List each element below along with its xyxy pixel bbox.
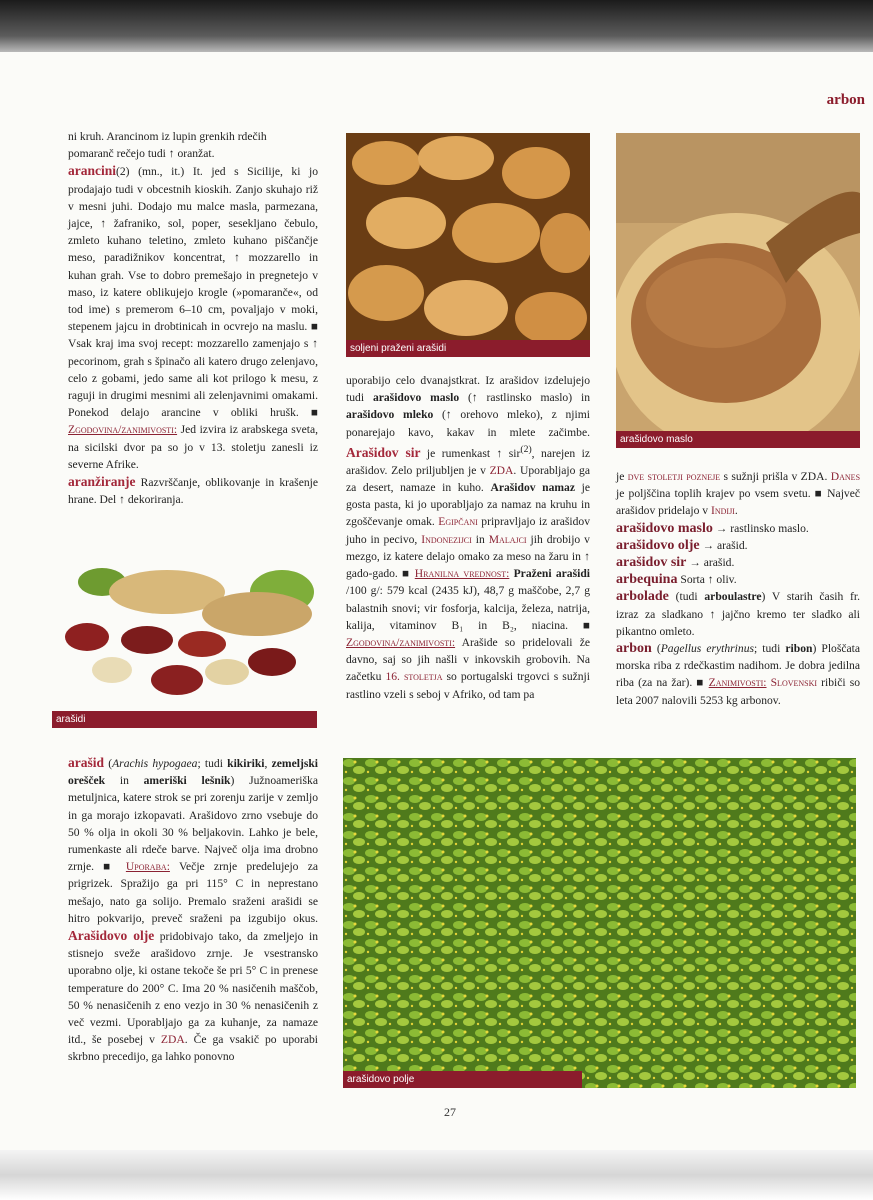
headword: arašid (68, 755, 105, 770)
scan-shadow-top (0, 0, 873, 60)
peanut-butter-photo (616, 133, 860, 448)
headword: arašidovo olje (616, 537, 700, 553)
peanuts-illustration (52, 552, 317, 728)
guide-word: arbon (826, 92, 865, 108)
roasted-peanuts-photo (346, 133, 590, 357)
cross-ref: Zgodovina/zanimivosti: (346, 635, 456, 649)
headword: arbolade (616, 589, 669, 605)
cross-ref: Zgodovina/zanimivosti: (68, 423, 178, 437)
headword: Arašidov sir (346, 444, 421, 460)
headword: arašidovo maslo (616, 520, 713, 536)
entry-arasid-end: je dve stoletji pozneje s sužnji prišla v ZDA. Danes je poljščina toplih krajev po vsem svetu. ■ Največ arašidov pridelajo v Indiji. (616, 470, 861, 518)
entry-arbequina: arbequina Sorta ↑ oliv. (616, 572, 737, 588)
peanut-butter-illustration (616, 133, 860, 448)
entry-arasid: arašid (Arachis hypogaea; tudi kikiriki, zemeljski orešček in ameriški lešnik) Južnoameriška metuljnica, katere strok se pri zorenju zarije v zemljo in ga morajo izkopavati. Arašidovo zrno vsebuje do 50 % olja in okoli 30 % beljakovin. Lahko je bele, rumenkaste ali rdeče barve. Največ olja ima drobno zrnje. ■ Uporaba: Večje zrnje predelujejo za prigrizek. Spražijo ga pri 115° C in neprestano mešajo, nato ga solijo. Premalo sraženi arašidi se hitro pokvarijo, preveč sraženi pa izgubijo okus. Arašidovo olje pridobivajo tako, da zmeljejo in stisnejo sveže arašidovo zrnje. Je vsestransko uporabno olje, ki ostane tekoče še pri 5° C in prenese temperature do 200° C. Ima 20 % nasičenih maščob, 50 % nenasičenih z eno vezjo in 30 % nenasičenih z več vezmi. Uporabljajo ga za kuhanje, za namaze itd., še posebej v ZDA. Če ga vsakič po uporabi skrbno precedijo, ga lahko ponovno (68, 755, 319, 1064)
headword: arbequina (616, 572, 678, 588)
continuation-text: ni kruh. Arancinom iz lupin grenkih rdečih pomaranč rečejo tudi ↑ oranžat. (68, 130, 267, 161)
photo-caption: arašidovo maslo (616, 431, 860, 448)
entry-arasid-continued: uporabijo celo dvanajstkrat. Iz arašidov izdelujejo tudi arašidovo maslo (↑ rastlinsko maslo) in arašidovo mleko (↑ orehovo mleko), z njimi ponarejajo kavo, kakav in mlete začimbe. Arašidov sir je rumenkast ↑ sir$^{(2)}$, narejen iz arašidov. Zelo priljubljen je v ZDA. Uporabljajo ga za desert, namaze in kuho. Arašidov namaz je gosta pasta, ki jo uporabljajo za namaz na kruhu in zgoščevanje omak. Egipčani pripravljajo iz arašidov juho in pecivo, Indonezijci in Malajci jih drobijo v mezgo, iz katere delajo omako za meso na žaru in ↑ gado-gado. ■ Hranilna vrednost: Praženi arašidi /100 g/: 579 kcal (2435 kJ), 48,7 g maščobe, 2,7 g balastnih snovi; vir fosforja, kalcija, železa, natrija, kalija, vitaminov B₁ in B₂, niacina. ■ Zgodovina/zanimivosti: Arašide so pridelovali že davno, saj so jih našli v inkovskih grobovih. Na začetku 16. stoletja so portugalski trgovci s sužnji rastlino vzeli s seboj v Afriko, od tam pa (346, 374, 591, 701)
headword: aranžiranje (68, 474, 136, 490)
photo-caption: soljeni praženi arašidi (346, 340, 590, 357)
peanut-field-photo (343, 758, 856, 1088)
column-middle (346, 372, 590, 703)
photo-caption: arašidovo polje (343, 1071, 582, 1088)
entry-aranziranje: aranžiranje Razvrščanje, oblikovanje in krašenje hrane. Del ↑ dekoriranja. (68, 474, 319, 507)
column-left-top (68, 128, 318, 508)
peanuts-photo (52, 552, 317, 728)
cross-ref: Hranilna vrednost: (414, 567, 510, 581)
entry-arasidovo-olje: arašidovo olje → arašid. (616, 537, 748, 553)
headword: arbon (616, 641, 652, 657)
headword: Arašidovo olje (68, 928, 155, 944)
entry-arbolade: arbolade (tudi arboulastre) V starih časih fr. izraz za sladkano ↑ jajčno kremo ter sladko ali pikantno omleto. (616, 589, 861, 638)
column-right (616, 468, 860, 709)
headword: arancini (68, 163, 117, 179)
entry-arasidovo-maslo: arašidovo maslo → rastlinsko maslo. (616, 520, 809, 536)
roasted-peanuts-illustration (346, 133, 590, 357)
entry-arbon: arbon (Pagellus erythrinus; tudi ribon) Ploščata morska riba z rdečkastim nadihom. Je dobra jedilna riba (za na žar). ■ Zanimivosti: Slovenski ribiči so leta 2007 nalovili 5253 kg arbonov. (616, 641, 861, 707)
entry-arancini: arancini(2) (mn., it.) It. jed s Sicilije, ki jo prodajajo tudi v obcestnih kioskih. Zanjo skuhajo riž v mesni juhi. Dodajo mu malce masla, parmezana, jajce, ↑ žafraniko, sol, poper, sesekljano čebulo, zmleto kuhano teletino, zmleto kuhano piščančje meso, paradižnikov koncentrat, ↑ mozzarello in kuhan grah. Vse to dobro premešajo in pregnetejo v maso, iz katere oblikujejo krogle (»pomaranče«, od tod ime) s premerom 6–10 cm, povaljajo v moki, stepenem jajcu in drobtinicah in ocvrejo na maslu. ■ Vsak kraj ima svoj recept: mozzarello zamenjajo s ↑ pecorinom, grah s špinačo ali katero drugo zelenjavo, celo z gobami, jedo same ali kot prilogo k mesu, z raguji in drugimi mesnimi ali zelenjavnimi omakami. Ponekod delajo arancine v obliki hrušk. ■ Zgodovina/zanimivosti: Jed izvira iz arabskega sveta, na sicilski dvor pa so jo v 13. stoletju zanesli iz severne Afrike. (68, 163, 318, 471)
peanut-field-illustration (343, 758, 856, 1088)
headword: arašidov sir (616, 555, 687, 571)
page-number: 27 (444, 1105, 456, 1119)
cross-ref: Zanimivosti: (708, 676, 767, 690)
cross-ref: Uporaba: (125, 860, 170, 874)
column-left-bottom (68, 754, 318, 1066)
scan-shadow-bottom (0, 1150, 873, 1200)
entry-arasidov-sir: arašidov sir → arašid. (616, 555, 735, 571)
photo-caption: arašidi (52, 711, 317, 728)
